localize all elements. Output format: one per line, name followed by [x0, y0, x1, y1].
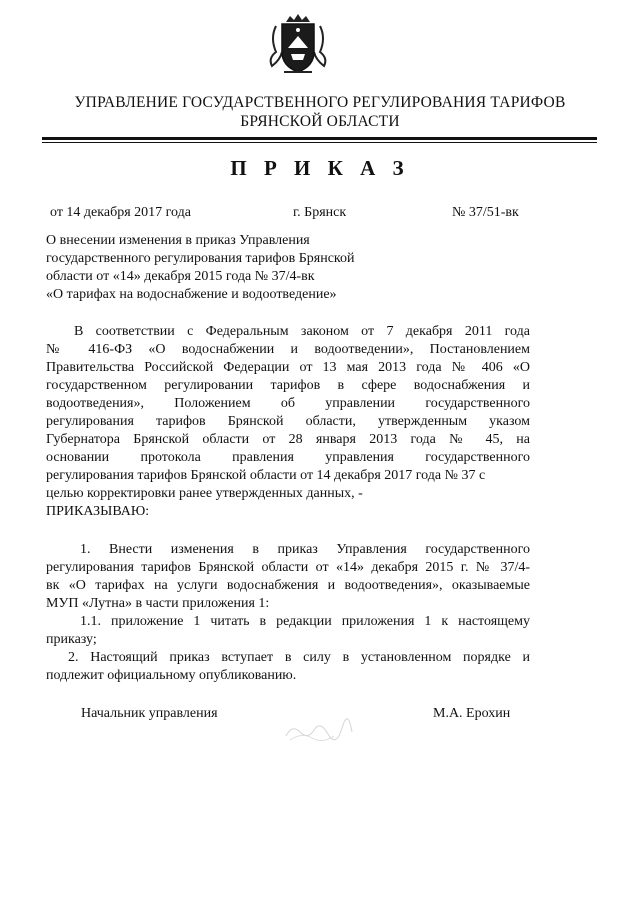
preamble-line: водоотведения», Положением об управлении государственного — [46, 396, 530, 411]
document-subject — [46, 232, 406, 304]
item-1-line: МУП «Лутна» в части приложения 1: — [46, 596, 270, 611]
preamble-line: регулирования тарифов Брянской области от 14 декабря 2017 года № 37 с — [46, 468, 486, 483]
signatory-name: М.А. Ерохин — [433, 706, 511, 721]
item-1-line: вк «О тарифах на услуги водоснабжения и водоотведения», оказываемые — [46, 578, 530, 593]
subject-line: О внесении изменения в приказ Управления — [46, 233, 310, 248]
preamble-line: № 416-ФЗ «О водоснабжении и водоотведении», Постановлением — [46, 342, 530, 357]
preamble-line: В соответствии с Федеральным законом от 7 декабря 2011 года — [74, 324, 530, 339]
preamble-paragraph — [46, 323, 530, 521]
subject-line: «О тарифах на водоснабжение и водоотведение» — [46, 287, 337, 302]
preamble-line: Правительства Российской Федерации от 13 мая 2013 года № 406 «О — [46, 360, 530, 375]
preamble-line: регулирования тарифов Брянской области, утвержденным указом — [46, 414, 530, 429]
document-city: г. Брянск — [293, 205, 347, 220]
item-1-line: регулирования тарифов Брянской области от «14» декабря 2015 г. № 37/4- — [46, 560, 530, 575]
preamble-line: основании протокола правления управления государственного — [46, 450, 530, 465]
organization-name-line1: УПРАВЛЕНИЕ ГОСУДАРСТВЕННОГО РЕГУЛИРОВАНИЯ ТАРИФОВ — [74, 94, 566, 111]
signatory-position: Начальник управления — [81, 706, 218, 721]
subject-line: государственного регулирования тарифов Брянской — [46, 251, 355, 266]
item-2-line: подлежит официальному опубликованию. — [46, 668, 297, 683]
document-date: от 14 декабря 2017 года — [50, 205, 191, 220]
item-1-1-line: 1.1. приложение 1 читать в редакции приложения 1 к настоящему — [80, 614, 530, 629]
subject-line: области от «14» декабря 2015 года № 37/4-вк — [46, 269, 315, 284]
preamble-line: целью корректировки ранее утвержденных данных, - — [46, 486, 363, 501]
item-2-line: 2. Настоящий приказ вступает в силу в установленном порядке и — [68, 650, 530, 665]
header-divider-thick — [42, 137, 597, 140]
document-title: П Р И К А З — [230, 156, 410, 180]
header-divider-thin — [42, 142, 597, 143]
order-keyword: ПРИКАЗЫВАЮ: — [46, 504, 150, 519]
preamble-line: государственном регулировании тарифов в сфере водоснабжения и — [46, 378, 530, 393]
faint-stamp-mark — [282, 718, 354, 744]
document-number: № 37/51-вк — [452, 205, 519, 220]
item-1-line: 1. Внести изменения в приказ Управления государственного — [80, 542, 530, 557]
order-items — [46, 541, 530, 685]
organization-name-line2: БРЯНСКОЙ ОБЛАСТИ — [240, 113, 400, 130]
preamble-line: Губернатора Брянской области от 28 января 2013 года № 45, на — [46, 432, 530, 447]
item-1-1-line: приказу; — [46, 632, 97, 647]
coat-of-arms-icon — [262, 8, 334, 80]
